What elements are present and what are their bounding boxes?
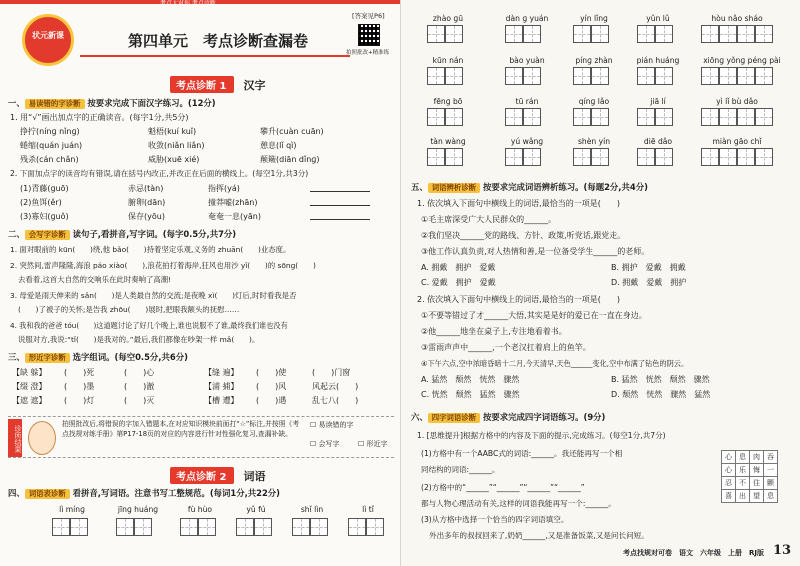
q1-row1-b: 魁梧(kuí kuǐ) bbox=[148, 127, 197, 136]
diag-check-label: 会写字 bbox=[318, 440, 340, 448]
q3-cell[interactable]: ( )灭 bbox=[124, 396, 155, 405]
q5-opt[interactable]: D. 拥戴 爱戴 拥护 bbox=[611, 278, 687, 287]
q5-s1: 1. 依次填入下面句中横线上的词语,最恰当的一项是( ) bbox=[417, 199, 620, 208]
footer-text: 考点找规对可卷 语文 六年级 上册 RJ版 bbox=[623, 549, 764, 557]
write-cell[interactable] bbox=[755, 108, 773, 126]
pinyin-label: lì tǐ bbox=[362, 505, 374, 514]
q2-l1: 1. 面对眼前的 kūn( )绕,他 bǎo( )持着坚定乐观,义务的 zhuān( )业态度。 bbox=[10, 245, 291, 254]
write-cell[interactable] bbox=[427, 108, 445, 126]
q3-cell[interactable]: ( )死 bbox=[64, 368, 95, 377]
pinyin-label: shǐ lìn bbox=[300, 505, 324, 514]
write-cell[interactable] bbox=[427, 148, 445, 166]
q3-cell[interactable]: ( )澈 bbox=[124, 382, 155, 391]
q2-num: 二、 bbox=[8, 229, 25, 239]
idiom-cell: 心 bbox=[722, 451, 736, 464]
write-cell[interactable] bbox=[637, 148, 655, 166]
write-cell[interactable] bbox=[505, 108, 523, 126]
q3-cell: 【缀 澄】 bbox=[12, 382, 47, 391]
write-cell[interactable] bbox=[755, 25, 773, 43]
q1-sub2: 2. 下面加点字的读音均有错误,请在括号内改正,并改正在后面的横线上。(每空1分,共3分) bbox=[10, 169, 309, 178]
write-cell[interactable] bbox=[505, 25, 523, 43]
q5-num: 五、 bbox=[411, 182, 428, 192]
q1-row4-c: 指挥(yá) bbox=[208, 184, 240, 193]
logo-text: 状元新课 bbox=[32, 31, 64, 40]
q5-s2b: ②他______地坐在桌子上,专注地看着书。 bbox=[421, 327, 567, 336]
write-cell[interactable] bbox=[445, 108, 463, 126]
write-cell[interactable] bbox=[134, 518, 152, 536]
q3-text: 选字组词。(每空0.5分,共6分) bbox=[72, 352, 188, 362]
pinyin-label: diē dǎo bbox=[643, 137, 673, 146]
pinyin-label: zhào ɡū bbox=[432, 14, 464, 23]
diag-label: 诊所结果 bbox=[8, 419, 22, 457]
q1-row2-a: 蜷缩(quán juán) bbox=[20, 141, 83, 150]
q5-opt[interactable]: A. 拥戴 拥护 爱戴 bbox=[421, 263, 496, 272]
q5-line bbox=[411, 182, 648, 193]
answer-line[interactable] bbox=[310, 205, 370, 206]
q4-text: 看拼音,写词语。注意书写工整规范。(每词1分,共22分) bbox=[72, 488, 281, 498]
q3-cell: 【缺 躲】 bbox=[12, 368, 47, 377]
write-cell[interactable] bbox=[310, 518, 328, 536]
q1-row5-c: 撞莽嘘(zhān) bbox=[208, 198, 258, 207]
q6-tag: 四字词语诊断 bbox=[428, 413, 480, 423]
q3-cell[interactable]: ( )风 bbox=[256, 382, 287, 391]
idiom-grid bbox=[721, 450, 778, 503]
section1-bar: 考点诊断 1 bbox=[170, 76, 234, 93]
q3-cell[interactable]: ( )墨 bbox=[64, 382, 95, 391]
write-cell[interactable] bbox=[637, 108, 655, 126]
q1-row6-b: 保存(yōu) bbox=[128, 212, 165, 221]
write-cell[interactable] bbox=[591, 67, 609, 85]
q5-s2a: ①不要等错过了才______大悟,其实是是好的爱已在一直在身边。 bbox=[421, 311, 647, 320]
write-cell[interactable] bbox=[445, 67, 463, 85]
write-cell[interactable] bbox=[445, 148, 463, 166]
q6-s1d: 都与人物心理活动有关,这样的词语我能再写一个:______。 bbox=[421, 499, 616, 508]
q6-text: 按要求完成四字词语练习。(9分) bbox=[483, 412, 606, 422]
q3-row bbox=[12, 367, 392, 381]
section2-bar: 考点诊断 2 bbox=[170, 467, 234, 484]
idiom-cell: 颤 bbox=[764, 477, 778, 490]
q2-l4: 4. 我和我的爸爸 tóu( )这道题讨论了好几个晚上,谁也说服不了谁,最终我们谁也没有 bbox=[10, 321, 288, 330]
q3-cell[interactable]: ( )使 bbox=[256, 368, 287, 377]
answer-line[interactable] bbox=[310, 219, 370, 220]
write-cell[interactable] bbox=[591, 148, 609, 166]
q1-line bbox=[8, 98, 216, 109]
q1-row6-c: 奄奄一息(yān) bbox=[208, 212, 261, 221]
idiom-cell: 不 bbox=[736, 477, 750, 490]
page-number: 13 bbox=[773, 543, 792, 558]
q1-row2-c: 憩息(lǐ qì) bbox=[260, 141, 297, 150]
write-cell[interactable] bbox=[701, 148, 719, 166]
q2-l2: 2. 突然间,雷声隆隆,海浪 páo xiào( ),浪花拍打着海岸,狂风也用沙 yǐ( )的 sōnɡ( ) bbox=[10, 261, 316, 270]
pinyin-label: jiā lí bbox=[650, 97, 666, 106]
qr-code[interactable] bbox=[358, 24, 380, 46]
write-cell[interactable] bbox=[523, 108, 541, 126]
write-cell[interactable] bbox=[573, 108, 591, 126]
diagnosis-box bbox=[8, 416, 394, 458]
q5-s1b: ②我们坚决______党的路线、方针、政策,听党话,跟党走。 bbox=[421, 231, 626, 240]
write-cell[interactable] bbox=[236, 518, 254, 536]
q5-opt[interactable]: B. 猛然 恍然 颓然 骤然 bbox=[611, 375, 710, 384]
q5-opt[interactable]: C. 恍然 颓然 猛然 骤然 bbox=[421, 390, 520, 399]
q3-num: 三、 bbox=[8, 352, 25, 362]
diag-check-label: 易读错的字 bbox=[318, 421, 354, 429]
q2-l4b: 说服对方,我说:“tǐ( )是我对的。”最后,我们都像在吵架一样 mǎ( )。 bbox=[18, 335, 260, 344]
answer-tag: [答案见P6] bbox=[352, 12, 385, 20]
q6-s1f: 外出多年的叔叔回来了,奶奶______,又是准备饭菜,又是问长问短。 bbox=[429, 531, 649, 540]
q3-cell[interactable]: 乱七八( ) bbox=[312, 396, 359, 405]
write-cell[interactable] bbox=[591, 108, 609, 126]
idiom-cell: 吞 bbox=[764, 451, 778, 464]
pinyin-label: pián huáng bbox=[636, 56, 680, 65]
q1-row1-c: 攀升(cuàn cuān) bbox=[260, 127, 324, 136]
pinyin-label: miàn ɡāo chǐ bbox=[712, 137, 762, 146]
pinyin-label: bào yuàn bbox=[509, 56, 545, 65]
q1-row6-a: (3)寡妇(ɡuǒ) bbox=[20, 212, 69, 221]
q4-line bbox=[8, 488, 280, 499]
q5-opt[interactable]: A. 猛然 颓然 恍然 骤然 bbox=[421, 375, 520, 384]
idiom-cell: 望 bbox=[750, 490, 764, 503]
pinyin-label: fēnɡ bō bbox=[433, 97, 463, 106]
right-page bbox=[400, 0, 800, 566]
q2-l3: 3. 母爱是雨天伸来的 sǎn( )是人类最自然的交流;是夜晚 xì( )灯后,时时看我是否 bbox=[10, 291, 297, 300]
logo bbox=[22, 14, 74, 66]
write-cell[interactable] bbox=[701, 25, 719, 43]
pinyin-label: yǔ fú bbox=[246, 505, 266, 514]
write-cell[interactable] bbox=[70, 518, 88, 536]
section2-heading bbox=[170, 465, 266, 484]
q1-row2-b: 收敛(niǎn liǎn) bbox=[148, 141, 205, 150]
write-cell[interactable] bbox=[637, 67, 655, 85]
idiom-cell: 一 bbox=[764, 464, 778, 477]
q1-row4-b: 赤忌(tàn) bbox=[128, 184, 164, 193]
write-cell[interactable] bbox=[292, 518, 310, 536]
q6-s1a: (1)方格中有一个AABC式的词语:______。我还能再写一个相 bbox=[421, 449, 623, 458]
write-cell[interactable] bbox=[655, 108, 673, 126]
q1-row5-b: 腑卵(dān) bbox=[128, 198, 166, 207]
pinyin-label: yì lǐ bù dǎo bbox=[716, 97, 758, 106]
idiom-cell: 出 bbox=[736, 490, 750, 503]
q3-cell: 【槽 遭】 bbox=[204, 396, 239, 405]
q3-table bbox=[12, 367, 392, 409]
pinyin-label: yín lǐnɡ bbox=[580, 14, 608, 23]
write-cell[interactable] bbox=[637, 25, 655, 43]
q2-text: 读句子,看拼音,写字词。(每字0.5分,共7分) bbox=[72, 229, 237, 239]
pinyin-label: jīnɡ huánɡ bbox=[117, 505, 159, 514]
write-cell[interactable] bbox=[719, 67, 737, 85]
pinyin-label: kūn nán bbox=[432, 56, 464, 65]
pinyin-label: pínɡ zhàn bbox=[575, 56, 613, 65]
q1-row3-a: 残杀(cán chǎn) bbox=[20, 155, 79, 164]
write-cell[interactable] bbox=[523, 25, 541, 43]
pinyin-label: tàn wànɡ bbox=[430, 137, 466, 146]
write-cell[interactable] bbox=[655, 148, 673, 166]
q6-s1: 1. [思维提升]根据方格中的内容及下面的提示,完成练习。(每空1分,共7分) bbox=[417, 431, 666, 440]
diag-check-2[interactable]: ☐ 会写字 bbox=[310, 440, 340, 448]
q1-text: 按要求完成下面汉字练习。(12分) bbox=[87, 98, 216, 108]
idiom-cell: 住 bbox=[750, 477, 764, 490]
pinyin-label: xiōnɡ yǒnɡ pénɡ pài bbox=[703, 56, 781, 65]
q3-cell: 【缝 遍】 bbox=[204, 368, 239, 377]
q6-num: 六、 bbox=[411, 412, 428, 422]
pinyin-label: lì mínɡ bbox=[59, 505, 85, 514]
pinyin-label: fù hùo bbox=[187, 505, 213, 514]
idiom-cell: 喜 bbox=[722, 490, 736, 503]
write-cell[interactable] bbox=[591, 25, 609, 43]
write-cell[interactable] bbox=[505, 67, 523, 85]
q5-s2c: ③雷雨声声中______,一个老汉扛着肩上的鱼竿。 bbox=[421, 343, 591, 352]
idiom-cell: 肉 bbox=[750, 451, 764, 464]
q1-sub1: 1. 用“√”画出加点字的正确读音。(每字1分,共5分) bbox=[10, 113, 189, 122]
write-cell[interactable] bbox=[366, 518, 384, 536]
idiom-cell: 心 bbox=[722, 464, 736, 477]
q5-opt[interactable]: D. 颓然 恍然 骤然 猛然 bbox=[611, 390, 711, 399]
q5-opt[interactable]: C. 爱戴 拥护 爱戴 bbox=[421, 278, 496, 287]
section1-title: 汉字 bbox=[243, 79, 266, 92]
idiom-cell: 息 bbox=[736, 451, 750, 464]
answer-line[interactable] bbox=[310, 191, 370, 192]
write-cell[interactable] bbox=[755, 67, 773, 85]
q1-row5-a: (2)鱼饵(ěr) bbox=[20, 198, 62, 207]
q1-tag: 易读错的字诊断 bbox=[25, 99, 85, 109]
unit-title: 第四单元 考点诊断查漏卷 bbox=[128, 32, 309, 50]
pinyin-label: shèn yín bbox=[577, 137, 611, 146]
qr-caption: 拍照批改+精准练 bbox=[346, 50, 390, 56]
q1-num: 一、 bbox=[8, 98, 25, 108]
q6-s1e: (3)从方格中选择一个恰当的四字词语填空。 bbox=[421, 515, 569, 524]
title-underline bbox=[80, 55, 350, 57]
write-cell[interactable] bbox=[523, 148, 541, 166]
write-cell[interactable] bbox=[737, 67, 755, 85]
q2-l2b: 去看着,这首大自然的交响乐在此时奏响了高潮! bbox=[18, 275, 172, 284]
q4-num: 四、 bbox=[8, 488, 25, 498]
q4-tag: 词语表诊断 bbox=[25, 489, 70, 499]
q3-cell: 【浦 捕】 bbox=[204, 382, 239, 391]
q6-s1c: (2)方格中的“______”“______”“______”“______” bbox=[421, 483, 585, 492]
pinyin-label: yǔn lǔ bbox=[646, 14, 670, 23]
diag-check-label: 形近字 bbox=[366, 440, 388, 448]
q2-line bbox=[8, 229, 236, 240]
write-cell[interactable] bbox=[505, 148, 523, 166]
q1-row4-a: (1)青藤(ɡuō) bbox=[20, 184, 69, 193]
q5-tag: 词语辨析诊断 bbox=[428, 183, 480, 193]
q2-tag: 会写字诊断 bbox=[25, 230, 70, 240]
section1-heading bbox=[170, 74, 266, 93]
q5-s2d: ④下午六点,空中浓暗昏暗十二月,今天清早,天色______变化,空中布满了钻色的阴云。 bbox=[421, 359, 689, 368]
q3-tag: 形近字诊断 bbox=[25, 353, 70, 363]
pinyin-label: yú wǎnɡ bbox=[510, 137, 544, 146]
idiom-cell: 息 bbox=[764, 490, 778, 503]
diag-text: 拍照批改后,将错误的字加入错题本,在对应知识模块前面打“☆”标注,并按照《考点找规对练手册》第P17-18页的对应的内容进行针对性强化复习,查漏补缺。 bbox=[62, 420, 300, 438]
idiom-cell: 忍 bbox=[722, 477, 736, 490]
write-cell[interactable] bbox=[737, 148, 755, 166]
write-cell[interactable] bbox=[180, 518, 198, 536]
write-cell[interactable] bbox=[573, 67, 591, 85]
q3-cell[interactable]: ( )灯 bbox=[64, 396, 95, 405]
q2-l3b: ( )了被子的关怀;是告我 zhōu( )展时,把眼我额头的抚慰…… bbox=[18, 305, 240, 314]
q3-line bbox=[8, 352, 188, 363]
write-cell[interactable] bbox=[445, 25, 463, 43]
write-cell[interactable] bbox=[573, 25, 591, 43]
diag-check-3[interactable]: ☐ 形近字 bbox=[358, 440, 388, 448]
q5-text: 按要求完成词语辨析练习。(每题2分,共4分) bbox=[483, 182, 648, 192]
top-strip-text: 考点大对你 考点诊断 bbox=[160, 0, 216, 7]
write-cell[interactable] bbox=[737, 25, 755, 43]
write-cell[interactable] bbox=[573, 148, 591, 166]
q3-cell[interactable]: 风起云( ) bbox=[312, 382, 359, 391]
q3-row bbox=[12, 381, 392, 395]
q5-opt[interactable]: B. 拥护 爱戴 拥戴 bbox=[611, 263, 686, 272]
q5-s1a: ①毛主席深受广大人民群众的______。 bbox=[421, 215, 557, 224]
student-avatar bbox=[28, 421, 56, 455]
write-cell[interactable] bbox=[427, 67, 445, 85]
write-cell[interactable] bbox=[719, 108, 737, 126]
write-cell[interactable] bbox=[719, 25, 737, 43]
diag-check-1[interactable]: ☐ 易读错的字 bbox=[310, 421, 354, 429]
q3-row bbox=[12, 395, 392, 409]
q1-row3-b: 威胁(xuē xié) bbox=[148, 155, 200, 164]
pinyin-label: hòu nǎo sháo bbox=[711, 14, 763, 23]
write-cell[interactable] bbox=[427, 25, 445, 43]
write-cell[interactable] bbox=[701, 108, 719, 126]
write-cell[interactable] bbox=[701, 67, 719, 85]
q3-cell[interactable]: ( )遇 bbox=[256, 396, 287, 405]
q3-cell[interactable]: ( )心 bbox=[124, 368, 155, 377]
idiom-cell: 悔 bbox=[750, 464, 764, 477]
q3-cell[interactable]: ( )门窗 bbox=[312, 368, 351, 377]
q3-cell: 【遮 遮】 bbox=[12, 396, 47, 405]
write-cell[interactable] bbox=[737, 108, 755, 126]
q5-s1c: ③他工作认真负责,对人热情和善,是一位备受学生______的老师。 bbox=[421, 247, 650, 256]
write-cell[interactable] bbox=[755, 148, 773, 166]
write-cell[interactable] bbox=[198, 518, 216, 536]
pinyin-label: tū rán bbox=[515, 97, 539, 106]
write-cell[interactable] bbox=[52, 518, 70, 536]
write-cell[interactable] bbox=[655, 67, 673, 85]
write-cell[interactable] bbox=[655, 25, 673, 43]
q6-s1b: 同结构的词语:______。 bbox=[421, 465, 500, 474]
pinyin-label: dàn ɡ yuán bbox=[505, 14, 549, 23]
section2-title: 词语 bbox=[243, 470, 266, 483]
pinyin-label: qínɡ lǎo bbox=[578, 97, 610, 106]
write-cell[interactable] bbox=[719, 148, 737, 166]
write-cell[interactable] bbox=[254, 518, 272, 536]
q1-row1-a: 挣拧(nínɡ nǐnɡ) bbox=[20, 127, 80, 136]
q1-row3-c: 颠簸(diān dǐnɡ) bbox=[260, 155, 320, 164]
write-cell[interactable] bbox=[116, 518, 134, 536]
q6-line bbox=[411, 412, 605, 423]
write-cell[interactable] bbox=[523, 67, 541, 85]
idiom-cell: 乐 bbox=[736, 464, 750, 477]
q5-s2: 2. 依次填入下面句中横线上的词语,最恰当的一项是( ) bbox=[417, 295, 620, 304]
write-cell[interactable] bbox=[348, 518, 366, 536]
